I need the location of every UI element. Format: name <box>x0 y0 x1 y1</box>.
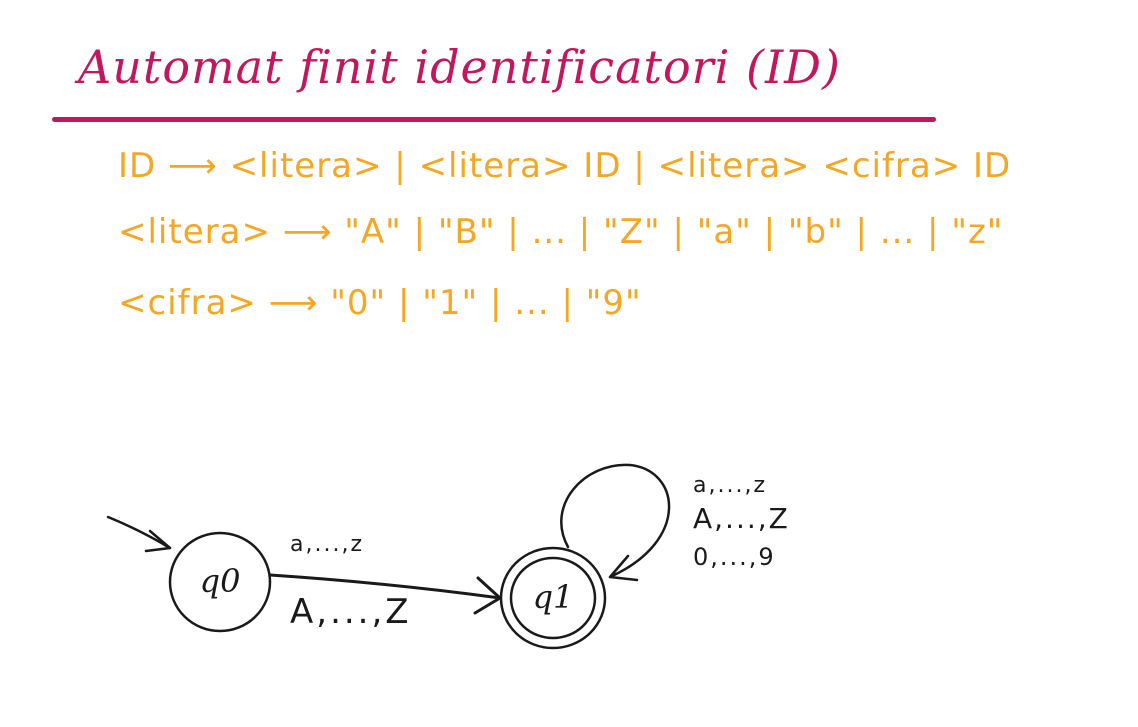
state-q1-label: q1 <box>532 578 574 616</box>
transition-q1-q1-label-uppercase: A,...,Z <box>693 502 790 535</box>
transition-q1-q1-arrowhead <box>610 556 637 580</box>
page-title: Automat finit identificatori (ID) <box>78 40 841 94</box>
grammar-rule-litera: <litera> ⟶ "A" | "B" | ... | "Z" | "a" | "b" | ... | "z" <box>118 212 1004 252</box>
state-q0-label: q0 <box>199 562 241 600</box>
transition-q1-q1-loop <box>561 465 669 576</box>
state-q1 <box>501 548 605 648</box>
grammar-rule-id: ID ⟶ <litera> | <litera> ID | <litera> <cifra> ID <box>118 146 1012 186</box>
transition-q1-q1-label-lowercase: a,...,z <box>693 473 767 498</box>
state-q0 <box>170 533 270 631</box>
transition-q0-q1-label-uppercase: A,...,Z <box>290 592 412 632</box>
initial-arrow <box>108 517 170 548</box>
transition-q0-q1-label-lowercase: a,...,z <box>290 532 364 557</box>
grammar-rule-cifra: <cifra> ⟶ "0" | "1" | ... | "9" <box>118 283 642 323</box>
transition-q1-q1-label-digits: 0,...,9 <box>693 543 776 571</box>
